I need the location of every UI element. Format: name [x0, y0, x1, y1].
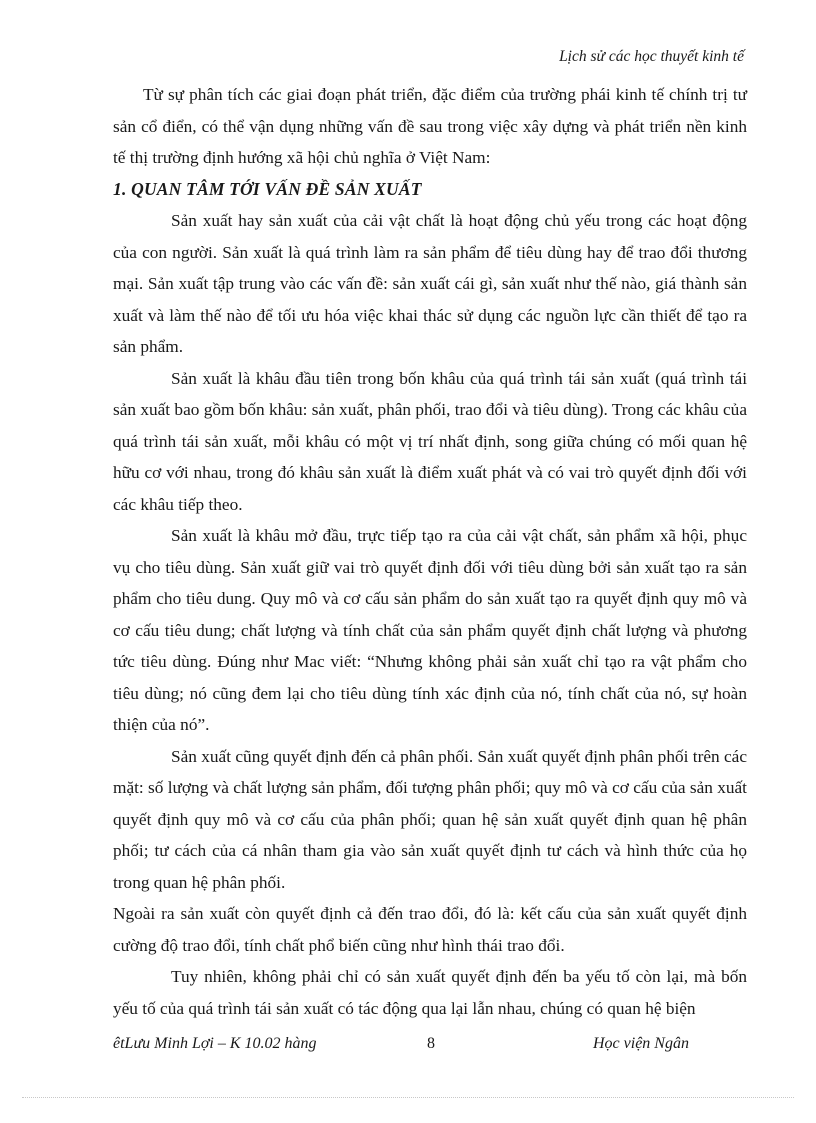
body-paragraph-6: Tuy nhiên, không phải chỉ có sản xuất quyết định đến ba yếu tố còn lại, mà bốn yếu tố của quá trình tái sản xuất có tác động qua lại lẫn nhau, chúng có quan hệ biện — [113, 967, 747, 1018]
body-paragraph-3: Sản xuất là khâu mở đầu, trực tiếp tạo ra của cải vật chất, sản phẩm xã hội, phục vụ cho tiêu dùng. Sản xuất giữ vai trò quyết định đối với tiêu dùng bởi sản xuất tạo ra sản phẩm cho tiêu dung. Quy mô và cơ cấu sản phẩm do sản xuất tạo ra quyết định quy mô và cơ cấu tiêu dung; chất lượng và tính chất của sản phẩm quyết định chất lượng và phương tức tiêu dùng. Đúng như Mac viết: “Nhưng không phải sản xuất chỉ tạo ra vật phẩm cho tiêu dùng; nó cũng đem lại cho tiêu dùng tính xác định của nó, tính chất của nó, sự hoàn thiện của nó”. — [113, 526, 747, 734]
page-bottom-divider — [22, 1097, 794, 1098]
body-paragraph-2: Sản xuất là khâu đầu tiên trong bốn khâu của quá trình tái sản xuất (quá trình tái sản xuất bao gồm bốn khâu: sản xuất, phân phối, trao đổi và tiêu dùng). Trong các khâu của quá trình tái sản xuất, mỗi khâu có một vị trí nhất định, song giữa chúng có mối quan hệ hữu cơ với nhau, trong đó khâu sản xuất là điểm xuất phát và có vai trò quyết định đối với các khâu tiếp theo. — [113, 368, 747, 514]
body-paragraph-1: Sản xuất hay sản xuất của cải vật chất là hoạt động chủ yếu trong các hoạt động của con người. Sản xuất là quá trình làm ra sản phẩm để tiêu dùng hay để trao đổi thương mại. Sản xuất tập trung vào các vấn đề: sản xuất cái gì, sản xuất như thế nào, giá thành sản xuất và làm thế nào để tối ưu hóa việc khai thác sử dụng các nguồn lực cần thiết để tạo ra sản phẩm. — [113, 211, 747, 356]
footer-author: êtLưu Minh Lợi – K 10.02 hàng — [113, 1035, 317, 1052]
page-body — [113, 79, 747, 1024]
page-number: 8 — [427, 1035, 435, 1052]
running-header: Lịch sử các học thuyết kinh tế — [559, 48, 744, 65]
body-paragraph-5: Ngoài ra sản xuất còn quyết định cả đến trao đổi, đó là: kết cấu của sản xuất quyết định cường độ trao đổi, tính chất phổ biến cũng như hình thái trao đổi. — [113, 904, 747, 955]
footer-institution: Học viện Ngân — [593, 1035, 689, 1052]
intro-paragraph: Từ sự phân tích các giai đoạn phát triển, đặc điểm của trường phái kinh tế chính trị tư sản cổ điển, có thể vận dụng những vấn đề sau trong việc xây dựng và phát triển nền kinh tế thị trường định hướng xã hội chủ nghĩa ở Việt Nam: — [113, 85, 747, 167]
page-footer — [113, 1033, 747, 1083]
section-heading: 1. QUAN TÂM TỚI VẤN ĐỀ SẢN XUẤT — [113, 178, 422, 199]
body-paragraph-4: Sản xuất cũng quyết định đến cả phân phối. Sản xuất quyết định phân phối trên các mặt: số lượng và chất lượng sản phẩm, đối tượng phân phối; quy mô và cơ cấu của sản xuất quyết định quy mô và cơ cấu của phân phối; quan hệ sản xuất quyết định quan hệ phân phối; tư cách của cá nhân tham gia vào sản xuất quyết định tư cách và hình thức của họ trong quan hệ phân phối. — [113, 746, 747, 892]
